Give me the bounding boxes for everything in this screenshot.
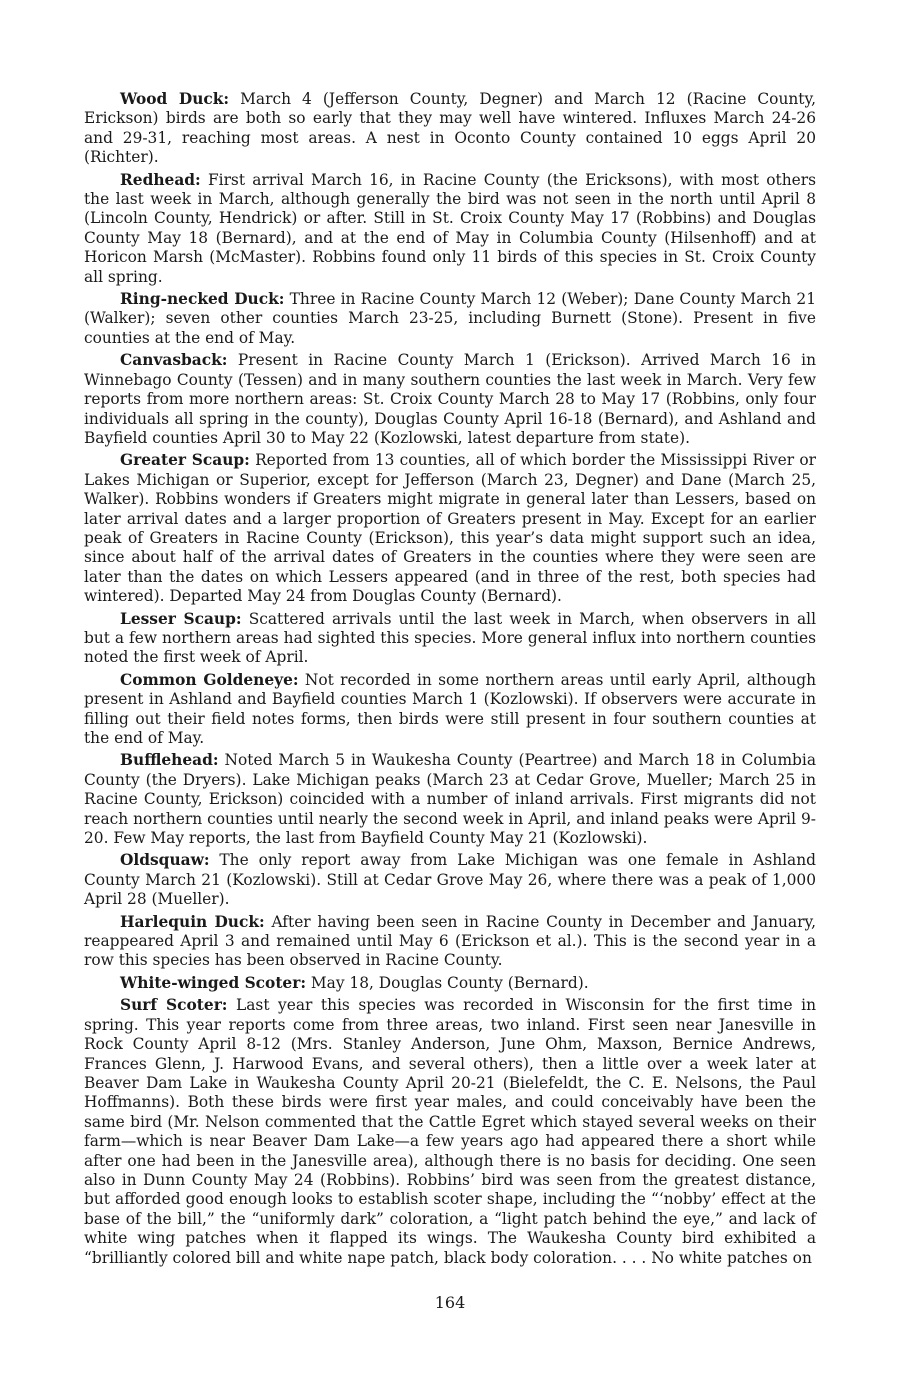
- species-name: Redhead:: [120, 170, 201, 189]
- species-notes: Scattered arrivals until the last week in March, when observers in all but a few northern areas had sighted this species. More general influx into northern counties noted the first week of April.: [84, 609, 817, 667]
- species-name: Bufflehead:: [120, 751, 219, 770]
- species-notes: Reported from 13 counties, all of which border the Mississippi River or Lakes Michigan or Superior, except for Jefferson (March 23, Degner) and Dane (March 25, Walker). Robbins wonders if Greaters might migrate in general later than Lessers, based on later arrival dates and a larger proportion of Greaters present in May. Except for an earlier peak of Greaters in Racine County (Erickson), this year’s data might support such an idea, since about half of the arrival dates of Greaters in the counties where they were seen are later than the dates on which Lessers appeared (and in three of the rest, both species had wintered). Departed May 24 from Douglas County (Bernard).: [84, 451, 816, 606]
- species-entry-harlequin-duck: [84, 913, 816, 971]
- species-name: Oldsquaw:: [120, 851, 210, 870]
- species-notes: May 18, Douglas County (Bernard).: [306, 973, 589, 992]
- species-entry-greater-scaup: [84, 451, 816, 606]
- species-notes: Not recorded in some northern areas until early April, although present in Ashland and Bayfield counties March 1 (Kozlowski). If observers were accurate in filling out their field notes forms, then birds were still present in four southern counties at the end of May.: [84, 670, 816, 747]
- species-name: Wood Duck:: [120, 90, 230, 108]
- species-notes: Noted March 5 in Waukesha County (Peartree) and March 18 in Columbia County (the Dryers). Lake Michigan peaks (March 23 at Cedar Grove, Mueller; March 25 in Racine County, Erickson) coincided with a number of inland arrivals. First migrants did not reach northern counties until nearly the second week in April, and inland peaks were April 9-20. Few May reports, the last from Bayfield County May 21 (Kozlowski).: [84, 751, 816, 848]
- page-number: 164: [434, 1293, 466, 1312]
- species-name: Canvasback:: [120, 351, 228, 370]
- species-notes: First arrival March 16, in Racine County (the Ericksons), with most others the last week in March, although generally the bird was not seen in the north until April 8 (Lincoln County, Hendrick) or after. Still in St. Croix County May 17 (Robbins) and Douglas County May 18 (Bernard), and at the end of May in Columbia County (Hilsenhoff) and at Horicon Marsh (McMaster). Robbins found only 11 birds of this species in St. Croix County all spring.: [84, 170, 816, 286]
- species-entry-ring-necked-duck: [84, 290, 816, 348]
- species-entry-common-goldeneye: [84, 671, 816, 749]
- species-name: Surf Scoter:: [120, 996, 228, 1015]
- species-name: Ring-necked Duck:: [120, 290, 285, 309]
- species-name: Common Goldeneye:: [120, 670, 299, 689]
- species-name: White-winged Scoter:: [120, 973, 307, 992]
- species-entry-canvasback: [84, 351, 816, 448]
- species-entry-surf-scoter: [84, 996, 816, 1268]
- species-name: Lesser Scaup:: [120, 609, 242, 628]
- species-notes: After having been seen in Racine County in December and January, reappeared April 3 and remained until May 6 (Erickson et al.). This is the second year in a row this species has been observed in Racine County.: [84, 912, 816, 970]
- species-name: Harlequin Duck:: [120, 912, 265, 931]
- species-notes: March 4 (Jefferson County, Degner) and March 12 (Racine County, Erickson) birds are both so early that they may well have wintered. Influxes March 24-26 and 29-31, reaching most areas. A nest in Oconto County contained 10 eggs April 20 (Richter).: [84, 90, 816, 167]
- species-notes: Present in Racine County March 1 (Erickson). Arrived March 16 in Winnebago County (Tessen) and in many southern counties the last week in March. Very few reports from more northern areas: St. Croix County March 28 to May 17 (Robbins, only four individuals all spring in the county), Douglas County April 16-18 (Bernard), and Ashland and Bayfield counties April 30 to May 22 (Kozlowski, latest departure from state).: [84, 351, 816, 447]
- species-name: Greater Scaup:: [120, 451, 250, 470]
- species-notes: Three in Racine County March 12 (Weber); Dane County March 21 (Walker); seven other counties March 23-25, including Burnett (Stone). Present in five counties at the end of May.: [84, 290, 816, 347]
- species-entry-lesser-scaup: [84, 610, 816, 668]
- species-notes: The only report away from Lake Michigan was one female in Ashland County March 21 (Kozlowski). Still at Cedar Grove May 26, where there was a peak of 1,000 April 28 (Mueller).: [84, 851, 816, 909]
- article-body: [84, 90, 816, 1271]
- species-entry-wood-duck: [84, 90, 816, 168]
- species-entry-bufflehead: [84, 751, 816, 848]
- species-entry-redhead: [84, 171, 816, 287]
- species-entry-oldsquaw: [84, 851, 816, 909]
- species-notes: Last year this species was recorded in Wisconsin for the first time in spring. This year reports come from three areas, two inland. First seen near Janesville in Rock County April 8-12 (Mrs. Stanley Anderson, June Ohm, Maxson, Bernice Andrews, Frances Glenn, J. Harwood Evans, and several others), then a little over a week later at Beaver Dam Lake in Waukesha County April 20-21 (Bielefeldt, the C. E. Nelsons, the Paul Hoffmanns). Both these birds were first year males, and could conceivably have been the same bird (Mr. Nelson commented that the Cattle Egret which stayed several weeks on their farm—which is near Beaver Dam Lake—a few years ago had appeared there a short while after one had been in the Janesville area), although there is no basis for deciding. One seen also in Dunn County May 24 (Robbins). Robbins’ bird was seen from the greatest distance, but afforded good enough looks to establish scoter shape, including the “‘nobby’ effect at the base of the bill,” the “uniformly dark” coloration, a “light patch behind the eye,” and lack of white wing patches when it flapped its wings. The Waukesha County bird exhibited a “brilliantly colored bill and white nape patch, black body coloration. . . . No white patches on: [84, 996, 816, 1267]
- species-entry-white-winged-scoter: [84, 974, 816, 993]
